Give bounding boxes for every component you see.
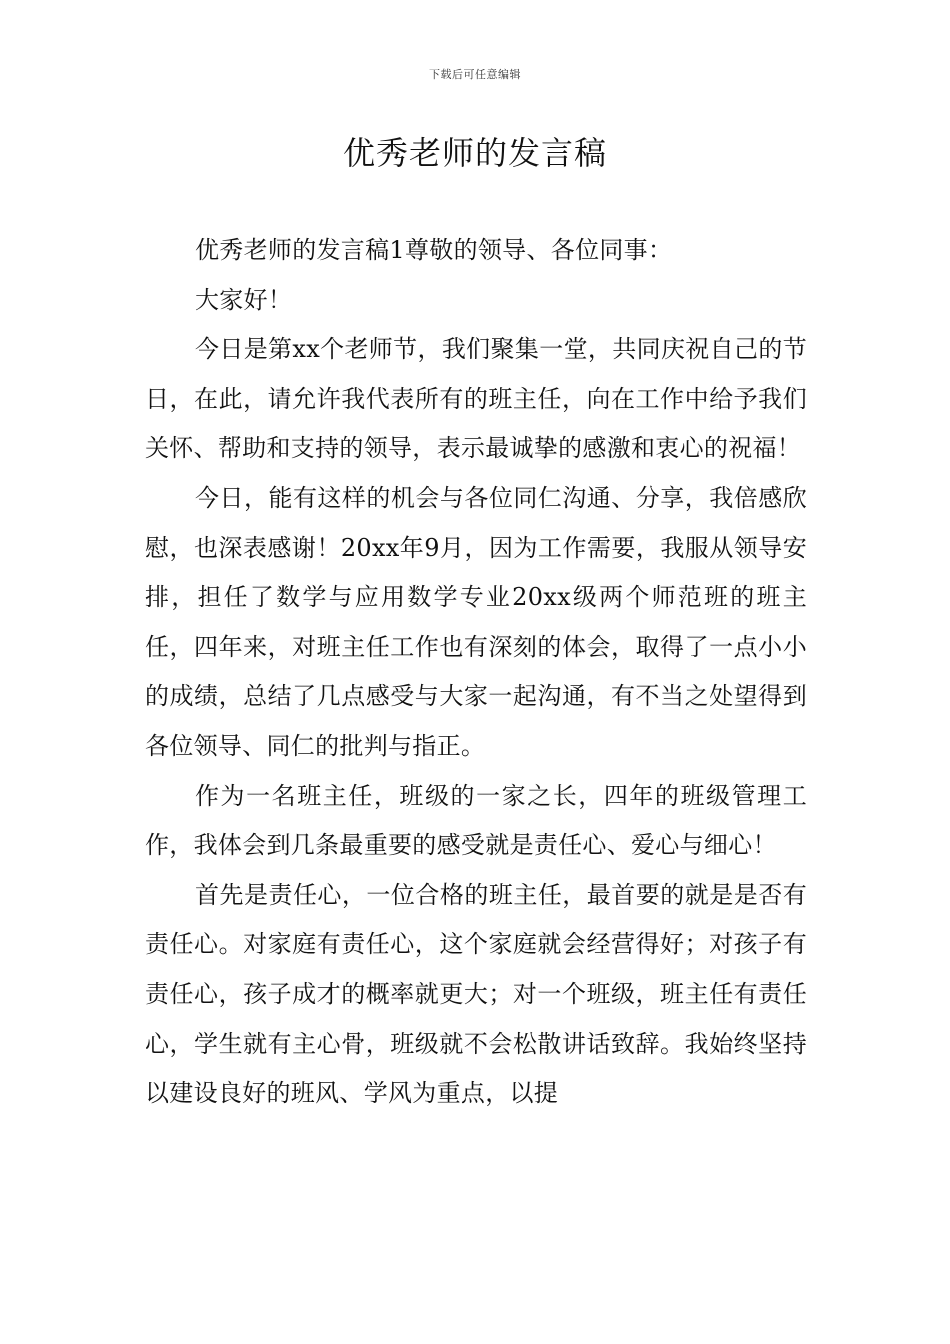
paragraph-responsibility: 首先是责任心，一位合格的班主任，最首要的就是是否有责任心。对家庭有责任心，这个家庭就会经营得好；对孩子有责任心，孩子成才的概率就更大；对一个班级，班主任有责任心，学生就有主心骨，班级就不会松散讲话致辞。我始终坚持以建设良好的班风、学风为重点，以提 [145,880,807,1108]
paragraph-salutation: 优秀老师的发言稿1尊敬的领导、各位同事： [195,236,673,264]
page-title: 优秀老师的发言稿 [342,134,607,172]
document-body [145,226,807,1119]
paragraph-opening: 今日是第xx个老师节，我们聚集一堂，共同庆祝自己的节日，在此，请允许我代表所有的班主任，向在工作中给予我们关怀、帮助和支持的领导，表示最诚挚的感激和衷心的祝福！ [145,335,807,463]
header-note: 下载后可任意编辑 [429,68,521,81]
paragraph-summary: 作为一名班主任，班级的一家之长，四年的班级管理工作，我体会到几条最重要的感受就是责任心、爱心与细心！ [145,781,807,860]
paragraph-greeting: 大家好！ [195,285,293,314]
paragraph-introduction: 今日，能有这样的机会与各位同仁沟通、分享，我倍感欣慰，也深表感谢！20xx年9月，因为工作需要，我服从领导安排，担任了数学与应用数学专业20xx级两个师范班的班主任，四年来，对班主任工作也有深刻的体会，取得了一点小小的成绩，总结了几点感受与大家一起沟通，有不当之处望得到各位领导、同仁的批判与指正。 [145,483,807,760]
